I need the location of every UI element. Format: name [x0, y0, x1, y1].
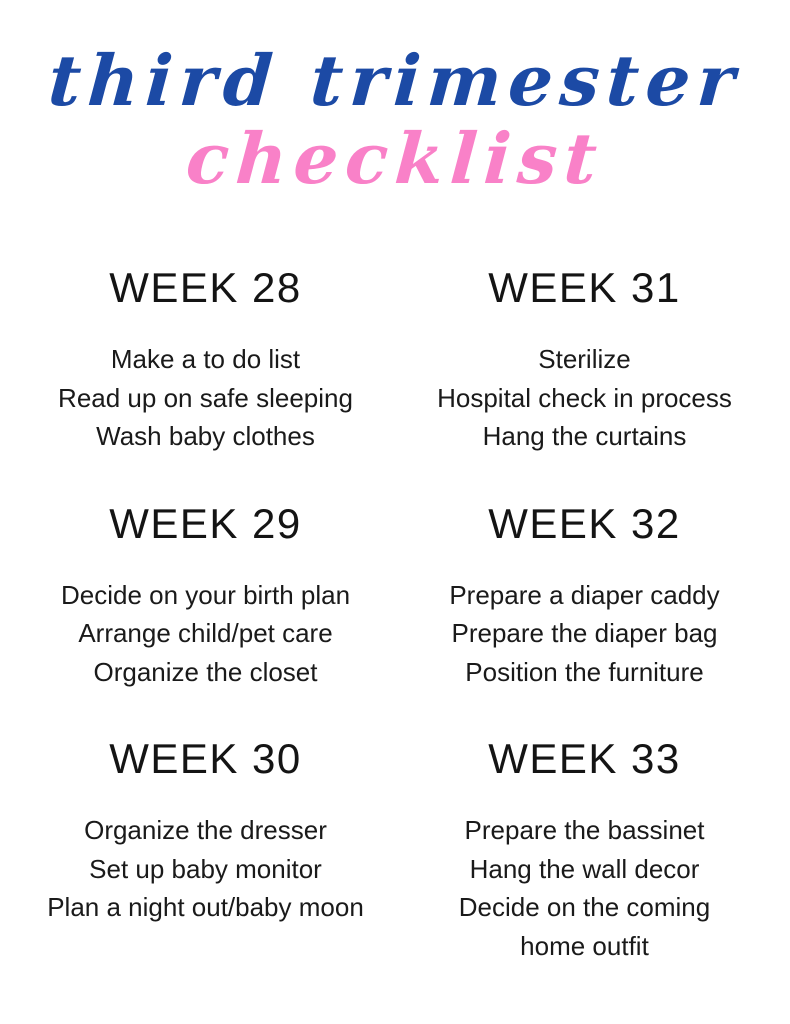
task-item: Prepare the diaper bag [451, 618, 718, 648]
week-32-items [407, 576, 762, 692]
week-33-items [435, 811, 735, 965]
week-28-heading: WEEK 28 [109, 264, 302, 311]
week-31-items [407, 340, 762, 456]
title-line-2: checklist [183, 117, 607, 200]
task-item: Prepare a diaper caddy [449, 579, 720, 610]
week-31-heading: WEEK 31 [488, 264, 681, 311]
week-28-section [28, 262, 383, 456]
week-32-section [407, 498, 762, 692]
task-item: Hang the curtains [482, 421, 687, 451]
title-line-1: third trimester [45, 39, 745, 122]
weeks-grid [28, 262, 762, 1007]
task-item: Organize the closet [93, 656, 318, 687]
week-29-items [28, 576, 383, 692]
task-item: Prepare the bassinet [464, 815, 705, 845]
task-item: Wash baby clothes [96, 421, 315, 451]
week-30-items [28, 811, 383, 927]
task-item: Organize the dresser [84, 815, 327, 845]
week-31-section [407, 262, 762, 456]
week-32-heading: WEEK 32 [488, 499, 681, 547]
task-item: Set up baby monitor [89, 853, 322, 884]
title-block [0, 39, 790, 200]
task-item: Position the furniture [465, 656, 704, 687]
task-item: Hang the wall decor [469, 853, 700, 884]
task-item: Read up on safe sleeping [58, 382, 353, 413]
week-29-section [28, 498, 383, 692]
task-item: Make a to do list [110, 344, 301, 374]
week-30-section [28, 733, 383, 965]
week-33-heading: WEEK 33 [488, 735, 681, 782]
task-item: Arrange child/pet care [78, 618, 333, 648]
task-item: Plan a night out/baby moon [47, 892, 364, 922]
task-item: Decide on your birth plan [60, 579, 351, 610]
week-33-section [407, 733, 762, 965]
task-item: Decide on the coming home outfit [458, 892, 711, 961]
week-29-heading: WEEK 29 [109, 499, 302, 547]
task-item: Hospital check in process [437, 382, 732, 413]
week-30-heading: WEEK 30 [109, 735, 302, 782]
task-item: Sterilize [538, 344, 631, 374]
week-28-items [28, 340, 383, 456]
